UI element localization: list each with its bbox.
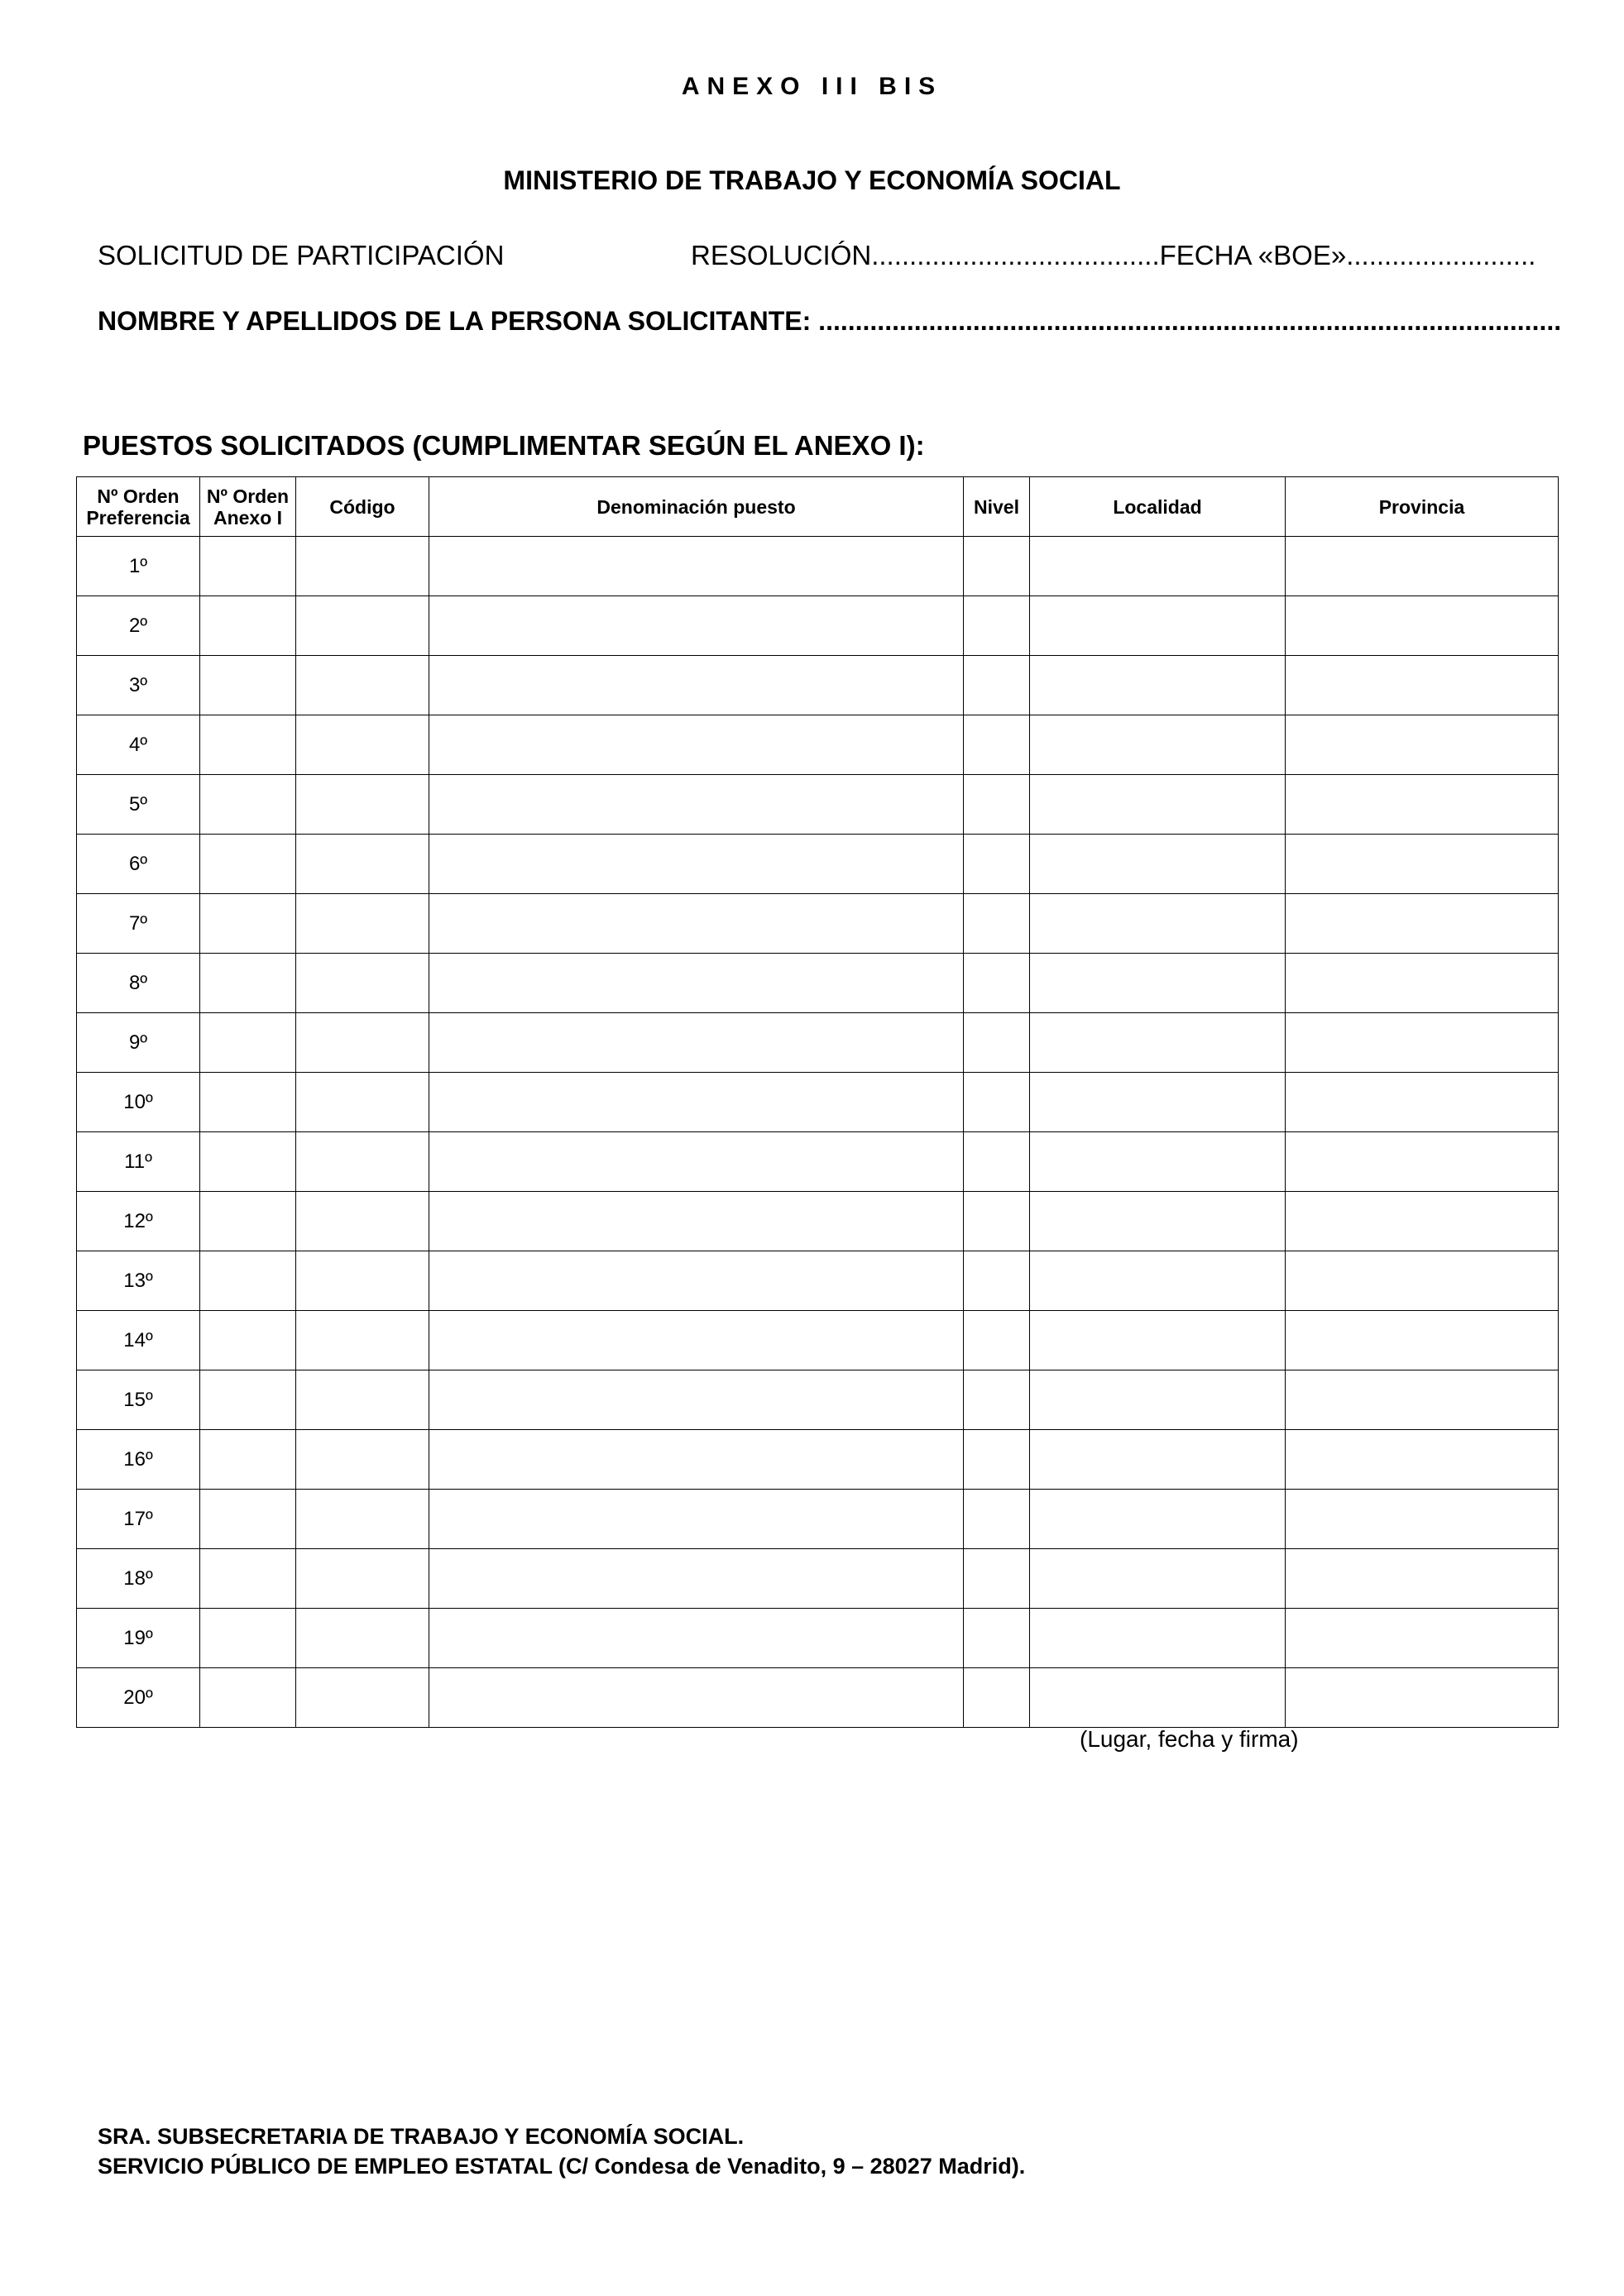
denominacion-cell[interactable] [429,1609,964,1668]
denominacion-cell[interactable] [429,656,964,715]
provincia-cell[interactable] [1286,1370,1559,1430]
nivel-cell[interactable] [964,1549,1030,1609]
orden-anexo-cell[interactable] [200,1073,296,1132]
codigo-cell[interactable] [296,1609,429,1668]
denominacion-cell[interactable] [429,1013,964,1073]
denominacion-cell[interactable] [429,1311,964,1370]
orden-anexo-cell[interactable] [200,1370,296,1430]
provincia-cell[interactable] [1286,1549,1559,1609]
table-row [77,894,1559,954]
resolucion-field[interactable]: RESOLUCIÓN......................................FECHA «BOE»......................... [691,240,1536,270]
provincia-cell[interactable] [1286,1013,1559,1073]
codigo-cell[interactable] [296,656,429,715]
table-row [77,656,1559,715]
localidad-cell[interactable] [1030,1549,1286,1609]
footer-address: SERVICIO PÚBLICO DE EMPLEO ESTATAL (C/ Condesa de Venadito, 9 – 28027 Madrid). [98,2154,1026,2179]
row-order-cell: 1º [77,537,200,596]
denominacion-cell[interactable] [429,775,964,835]
annex-title: ANEXO III BIS [681,73,943,100]
denominacion-cell[interactable] [429,1370,964,1430]
orden-anexo-cell[interactable] [200,1549,296,1609]
table-row [77,835,1559,894]
orden-anexo-cell[interactable] [200,715,296,775]
codigo-cell[interactable] [296,954,429,1013]
localidad-cell[interactable] [1030,656,1286,715]
denominacion-cell[interactable] [429,954,964,1013]
table-row [77,1311,1559,1370]
header-localidad: Localidad [1030,477,1286,537]
nivel-cell[interactable] [964,775,1030,835]
orden-anexo-cell[interactable] [200,1132,296,1192]
table-row [77,1490,1559,1549]
provincia-cell[interactable] [1286,656,1559,715]
ministry-title: MINISTERIO DE TRABAJO Y ECONOMÍA SOCIAL [503,165,1121,195]
positions-title: PUESTOS SOLICITADOS (CUMPLIMENTAR SEGÚN EL ANEXO I): [83,430,925,461]
row-order-cell: 12º [77,1192,200,1251]
codigo-cell[interactable] [296,1430,429,1490]
codigo-cell[interactable] [296,596,429,656]
row-order-cell: 10º [77,1073,200,1132]
localidad-cell[interactable] [1030,1192,1286,1251]
provincia-cell[interactable] [1286,894,1559,954]
provincia-cell[interactable] [1286,835,1559,894]
row-order-cell: 5º [77,775,200,835]
provincia-cell[interactable] [1286,1192,1559,1251]
orden-anexo-cell[interactable] [200,1311,296,1370]
table-row [77,1073,1559,1132]
provincia-cell[interactable] [1286,596,1559,656]
localidad-cell[interactable] [1030,715,1286,775]
orden-anexo-cell[interactable] [200,835,296,894]
codigo-cell[interactable] [296,1370,429,1430]
nivel-cell[interactable] [964,894,1030,954]
localidad-cell[interactable] [1030,1311,1286,1370]
localidad-cell[interactable] [1030,1609,1286,1668]
nivel-cell[interactable] [964,1073,1030,1132]
header-codigo: Código [296,477,429,537]
codigo-cell[interactable] [296,1490,429,1549]
nivel-cell[interactable] [964,1430,1030,1490]
nivel-cell[interactable] [964,1370,1030,1430]
provincia-cell[interactable] [1286,1609,1559,1668]
row-order-cell: 4º [77,715,200,775]
codigo-cell[interactable] [296,775,429,835]
orden-anexo-cell[interactable] [200,656,296,715]
row-order-cell: 8º [77,954,200,1013]
nivel-cell[interactable] [964,1013,1030,1073]
localidad-cell[interactable] [1030,775,1286,835]
orden-anexo-cell[interactable] [200,1430,296,1490]
codigo-cell[interactable] [296,537,429,596]
row-order-cell: 15º [77,1370,200,1430]
provincia-cell[interactable] [1286,1668,1559,1728]
row-order-cell: 9º [77,1013,200,1073]
localidad-cell[interactable] [1030,1073,1286,1132]
positions-table [76,476,1559,1728]
nivel-cell[interactable] [964,1311,1030,1370]
nivel-cell[interactable] [964,1192,1030,1251]
denominacion-cell[interactable] [429,1132,964,1192]
table-row [77,1609,1559,1668]
denominacion-cell[interactable] [429,596,964,656]
localidad-cell[interactable] [1030,1430,1286,1490]
orden-anexo-cell[interactable] [200,1251,296,1311]
orden-anexo-cell[interactable] [200,1013,296,1073]
codigo-cell[interactable] [296,1668,429,1728]
localidad-cell[interactable] [1030,537,1286,596]
codigo-cell[interactable] [296,1311,429,1370]
row-order-cell: 18º [77,1549,200,1609]
table-row [77,537,1559,596]
provincia-cell[interactable] [1286,954,1559,1013]
provincia-cell[interactable] [1286,1132,1559,1192]
orden-anexo-cell[interactable] [200,596,296,656]
codigo-cell[interactable] [296,715,429,775]
codigo-cell[interactable] [296,894,429,954]
nivel-cell[interactable] [964,1251,1030,1311]
localidad-cell[interactable] [1030,1668,1286,1728]
table-row [77,1132,1559,1192]
table-row [77,1549,1559,1609]
localidad-cell[interactable] [1030,596,1286,656]
localidad-cell[interactable] [1030,954,1286,1013]
denominacion-cell[interactable] [429,1192,964,1251]
codigo-cell[interactable] [296,1192,429,1251]
row-order-cell: 2º [77,596,200,656]
nivel-cell[interactable] [964,835,1030,894]
denominacion-cell[interactable] [429,1251,964,1311]
row-order-cell: 6º [77,835,200,894]
table-row [77,1668,1559,1728]
table-row [77,596,1559,656]
denominacion-cell[interactable] [429,537,964,596]
orden-anexo-cell[interactable] [200,1609,296,1668]
signature-label: (Lugar, fecha y firma) [1080,1726,1299,1752]
localidad-cell[interactable] [1030,894,1286,954]
table-row [77,1013,1559,1073]
denominacion-cell[interactable] [429,1490,964,1549]
applicant-name-field[interactable]: NOMBRE Y APELLIDOS DE LA PERSONA SOLICITANTE: ..................................................................................................... [98,306,1562,336]
nivel-cell[interactable] [964,656,1030,715]
codigo-cell[interactable] [296,1013,429,1073]
codigo-cell[interactable] [296,1251,429,1311]
header-orden-preferencia: Nº Orden Preferencia [77,477,200,537]
provincia-cell[interactable] [1286,1251,1559,1311]
provincia-cell[interactable] [1286,715,1559,775]
table-row [77,1370,1559,1430]
orden-anexo-cell[interactable] [200,1192,296,1251]
header-nivel: Nivel [964,477,1030,537]
orden-anexo-cell[interactable] [200,894,296,954]
localidad-cell[interactable] [1030,1013,1286,1073]
provincia-cell[interactable] [1286,537,1559,596]
row-order-cell: 13º [77,1251,200,1311]
localidad-cell[interactable] [1030,1251,1286,1311]
orden-anexo-cell[interactable] [200,1668,296,1728]
localidad-cell[interactable] [1030,835,1286,894]
denominacion-cell[interactable] [429,1549,964,1609]
nivel-cell[interactable] [964,537,1030,596]
header-orden-anexo: Nº Orden Anexo I [200,477,296,537]
table-header-row [77,477,1559,537]
table-row [77,1430,1559,1490]
row-order-cell: 19º [77,1609,200,1668]
table-row [77,775,1559,835]
denominacion-cell[interactable] [429,715,964,775]
row-order-cell: 7º [77,894,200,954]
row-order-cell: 3º [77,656,200,715]
header-denominacion: Denominación puesto [429,477,964,537]
nivel-cell[interactable] [964,1132,1030,1192]
provincia-cell[interactable] [1286,1430,1559,1490]
nivel-cell[interactable] [964,715,1030,775]
denominacion-cell[interactable] [429,1430,964,1490]
denominacion-cell[interactable] [429,894,964,954]
row-order-cell: 16º [77,1430,200,1490]
nivel-cell[interactable] [964,1668,1030,1728]
provincia-cell[interactable] [1286,775,1559,835]
provincia-cell[interactable] [1286,1490,1559,1549]
nivel-cell[interactable] [964,596,1030,656]
provincia-cell[interactable] [1286,1311,1559,1370]
table-row [77,715,1559,775]
denominacion-cell[interactable] [429,835,964,894]
nivel-cell[interactable] [964,1609,1030,1668]
codigo-cell[interactable] [296,1073,429,1132]
orden-anexo-cell[interactable] [200,954,296,1013]
row-order-cell: 17º [77,1490,200,1549]
localidad-cell[interactable] [1030,1490,1286,1549]
denominacion-cell[interactable] [429,1668,964,1728]
localidad-cell[interactable] [1030,1132,1286,1192]
localidad-cell[interactable] [1030,1370,1286,1430]
denominacion-cell[interactable] [429,1073,964,1132]
codigo-cell[interactable] [296,1549,429,1609]
codigo-cell[interactable] [296,835,429,894]
nivel-cell[interactable] [964,1490,1030,1549]
table-row [77,954,1559,1013]
row-order-cell: 14º [77,1311,200,1370]
footer-recipient: SRA. SUBSECRETARIA DE TRABAJO Y ECONOMÍA SOCIAL. [98,2124,745,2149]
table-row [77,1192,1559,1251]
orden-anexo-cell[interactable] [200,775,296,835]
table-row [77,1251,1559,1311]
header-provincia: Provincia [1286,477,1559,537]
orden-anexo-cell[interactable] [200,537,296,596]
provincia-cell[interactable] [1286,1073,1559,1132]
nivel-cell[interactable] [964,954,1030,1013]
orden-anexo-cell[interactable] [200,1490,296,1549]
solicitud-label: SOLICITUD DE PARTICIPACIÓN [98,240,505,270]
row-order-cell: 20º [77,1668,200,1728]
row-order-cell: 11º [77,1132,200,1192]
codigo-cell[interactable] [296,1132,429,1192]
